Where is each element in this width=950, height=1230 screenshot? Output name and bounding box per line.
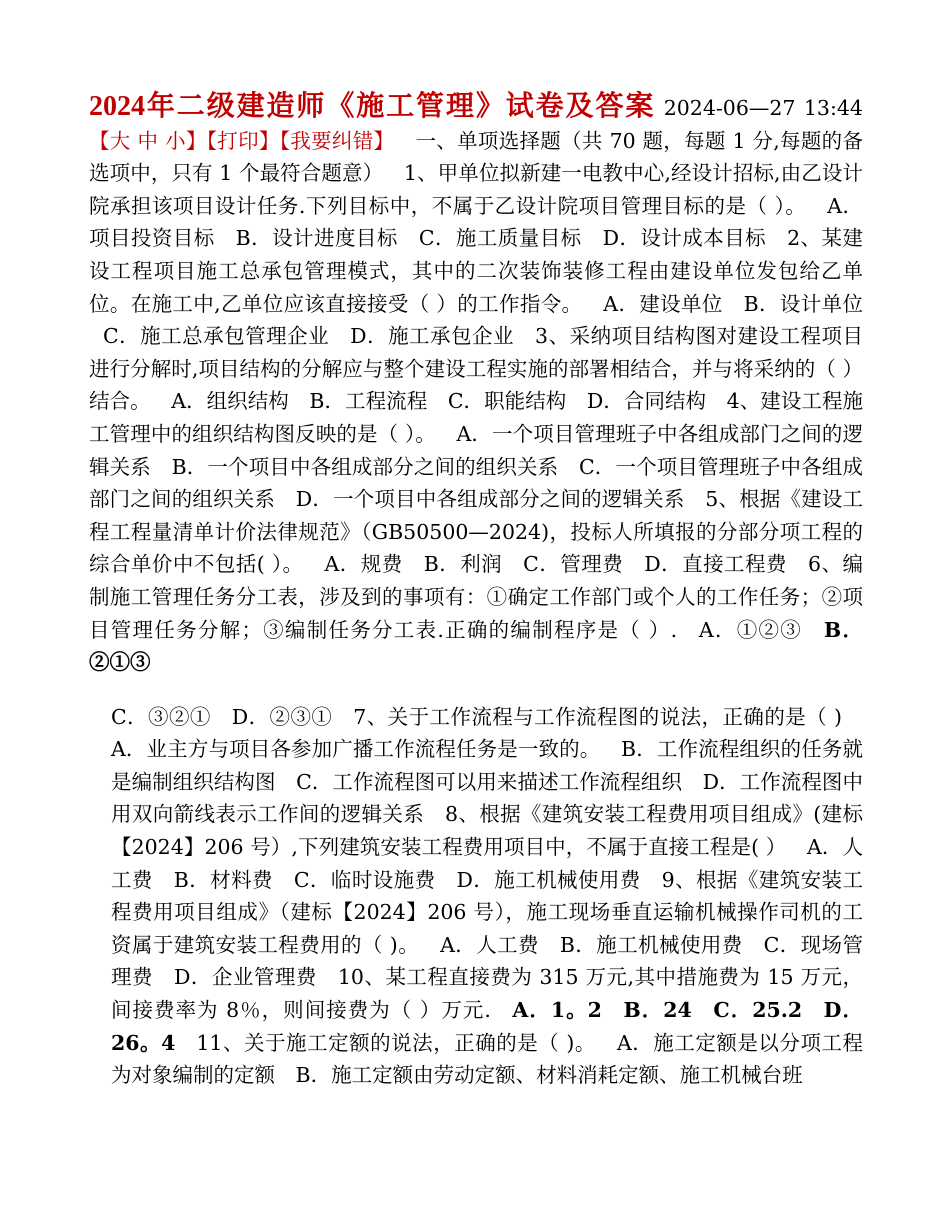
option-text: C．③②① [111,704,211,729]
question-6: 6、编制施工管理任务分工表，涉及到的事项有：①确定工作部门或个人的工作任务；②项目管理任务分解；③编制任务分工表.正确的编制程序是（ ）. [89,552,863,642]
option-text: A．项目投资目标 [89,193,863,251]
option-text: D．工作流程图中用双向箭线表示工作间的逻辑关系 [111,769,863,827]
paragraph-2 [89,701,863,1092]
option-text: A．组织结构 [171,389,289,414]
option-text: A．人工费 [111,835,863,892]
option-text: D．企业管理费 [174,965,317,990]
option-text: B．施工机械使用费 [559,932,743,957]
option-text: B．工程流程 [309,389,428,414]
question-8: 8、根据《建筑安装工程费用项目组成》(建标【2024】206 号）,下列建筑安装工程费用项目中，不属于直接工程是( ） [111,802,863,860]
option-text: D．设计成本目标 [602,226,767,251]
publish-date: 2024-06—27 13:44 [663,96,863,120]
question-10: 10、某工程直接费为 315 万元,其中措施费为 15 万元，间接费率为 8％，则间接费为（ ）万元. [111,965,863,1023]
report-error-link[interactable]: 【我要纠错】 [279,128,395,153]
option-text: B．材料费 [173,867,273,892]
option-text: C．管理费 [523,552,624,577]
option-text: B．设计进度目标 [235,226,398,251]
option-text: C．现场管理费 [111,932,863,990]
option-text: A．施工定额是以分项工程为对象编制的定额 [111,1030,863,1088]
option-text: A．规费 [324,552,403,577]
option-text: D．施工机械使用费 [456,867,641,892]
option-text: B．工作流程组织的任务就是编制组织结构图 [111,737,863,794]
section-heading: 一、单项选择题（共 70 题，每题 1 分,每题的备选项中，只有 1 个最符合题意） [89,128,863,186]
option-text: A．1。2 [512,998,602,1023]
option-text: B．利润 [423,552,503,577]
option-text: C．25.2 [713,998,803,1023]
question-3: 3、采纳项目结构图对建设工程项目进行分解时,项目结构的分解应与整个建设工程实施的部署相结合，并与将采纳的（ ）结合。 [89,324,863,414]
option-text: A．①②③ [698,617,803,642]
option-text: C．施工总承包管理企业 [103,324,330,349]
option-text: B．设计单位 [743,291,863,316]
font-size-links[interactable]: 【大 中 小】 [89,128,207,153]
paragraph-1 [89,90,863,679]
option-text: D．一个项目中各组成部分之间的逻辑关系 [295,487,685,512]
option-text: A．一个项目管理班子中各组成部门之间的逻辑关系 [89,421,863,479]
option-text: D．合同结构 [586,389,707,414]
question-7: 7、关于工作流程与工作流程图的说法，正确的是（ ) [353,704,843,729]
option-text: B．施工定额由劳动定额、材料消耗定额、施工机械台班 [295,1063,803,1088]
document-page [89,90,863,1092]
question-1: 1、甲单位拟新建一电教中心,经设计招标,由乙设计院承担该项目设计任务.下列目标中，不属于乙设计院项目管理目标的是（ ）。 [89,161,863,218]
option-text: B．一个项目中各组成部分之间的组织关系 [171,454,559,479]
option-text: D．直接工程费 [644,552,787,577]
option-text: A．建设单位 [603,291,723,316]
option-text: C．职能结构 [447,389,567,414]
print-link[interactable]: 【打印】 [206,128,280,153]
document-title: 2024年二级建造师《施工管理》试卷及答案 [89,89,656,122]
option-text: C．工作流程图可以用来描述工作流程组织 [296,769,683,794]
option-text: D．施工承包企业 [350,324,515,349]
question-2: 2、某建设工程项目施工总承包管理模式，其中的二次装饰装修工程由建设单位发包给乙单位。在施工中,乙单位应该直接接受（ ）的工作指令。 [89,226,863,316]
question-11: 11、关于施工定额的说法，正确的是（ )。 [196,1030,596,1055]
option-text: C．施工质量目标 [418,226,582,251]
option-text: A．人工费 [440,932,539,957]
option-text: B．24 [623,998,692,1023]
question-9: 9、根据《建筑安装工程费用项目组成》（建标【2024】206 号），施工现场垂直运输机械操作司机的工资属于建筑安装工程费用的（ )。 [111,867,863,957]
option-text: C．临时设施费 [293,867,436,892]
option-text: D．②③① [231,704,333,729]
question-4: 4、建设工程施工管理中的组织结构图反映的是（ ）。 [89,389,863,446]
option-text: A．业主方与项目各参加广播工作流程任务是一致的。 [111,737,601,762]
option-text: C．一个项目管理班子中各组成部门之间的组织关系 [89,454,863,512]
option-text: B．②①③ [89,617,863,675]
option-text: D．26。4 [111,998,863,1055]
question-5: 5、根据《建设工程工程量清单计价法律规范》（GB50500—2024)，投标人所填报的分部分项工程的综合单价中不包括( ）。 [89,487,863,577]
